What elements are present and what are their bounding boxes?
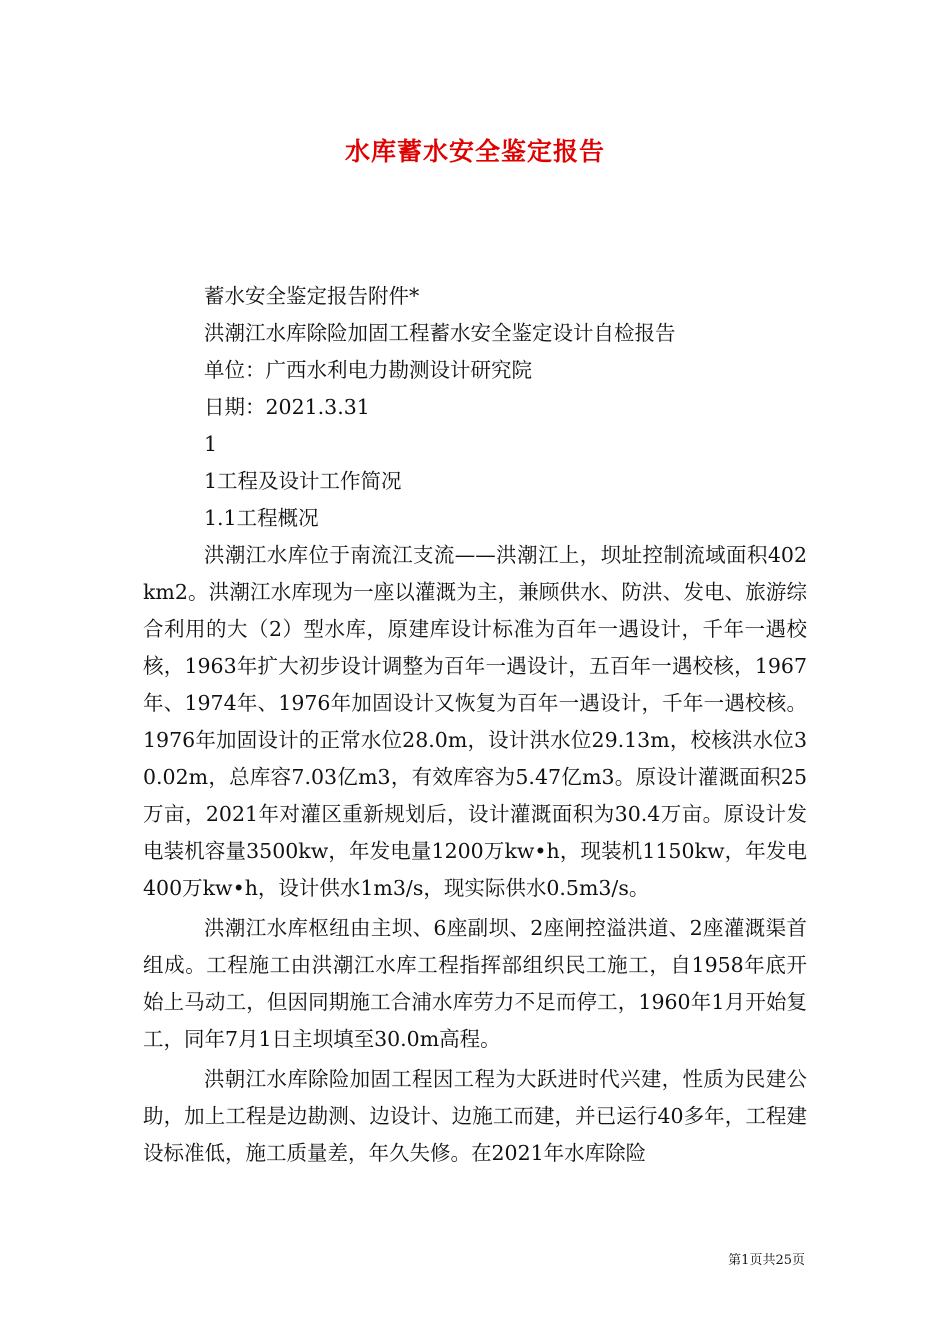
unit-line: 单位：广西水利电力勘测设计研究院 [204,358,532,382]
document-body [143,278,807,1175]
body-paragraph: 洪朝江水库除险加固工程因工程为大跃进时代兴建，性质为民建公助，加上工程是边勘测、边设计、边施工而建，并已运行40多年，工程建设标准低，施工质量差，年久失修。在2021年水库除险 [143,1067,807,1165]
date-line: 日期：2021.3.31 [204,395,370,419]
body-paragraph: 洪潮江水库枢纽由主坝、6座副坝、2座闸控溢洪道、2座灌溉渠首组成。工程施工由洪潮江水库工程指挥部组织民工施工，自1958年底开始上马动工，但因同期施工合浦水库劳力不足而停工，1960年1月开始复工，同年7月1日主坝填至30.0m高程。 [143,916,807,1051]
document-title: 水库蓄水安全鉴定报告 [344,137,605,166]
body-paragraph: 洪潮江水库位于南流江支流——洪潮江上，坝址控制流域面积402km2。洪潮江水库现为一座以灌溉为主，兼顾供水、防洪、发电、旅游综合利用的大（2）型水库，原建库设计标准为百年一遇设计，千年一遇校核，1963年扩大初步设计调整为百年一遇设计，五百年一遇校核，1967年、1974年、1976年加固设计又恢复为百年一遇设计，千年一遇校核。1976年加固设计的正常水位28.0m，设计洪水位29.13m，校核洪水位30.02m，总库容7.03亿m3，有效库容为5.47亿m3。原设计灌溉面积25万亩，2021年对灌区重新规划后，设计灌溉面积为30.4万亩。原设计发电装机容量3500kw，年发电量1200万kw•h，现装机1150kw，年发电400万kw•h，设计供水1m3/s，现实际供水0.5m3/s。 [143,543,807,900]
page-number: 第1页共25页 [728,1253,805,1268]
section-number: 1 [204,432,218,456]
attachment-line: 蓄水安全鉴定报告附件* [204,284,420,308]
subsection-heading: 1.1工程概况 [204,506,319,530]
section-heading: 1工程及设计工作简况 [204,469,402,493]
report-name-line: 洪潮江水库除险加固工程蓄水安全鉴定设计自检报告 [204,321,676,345]
